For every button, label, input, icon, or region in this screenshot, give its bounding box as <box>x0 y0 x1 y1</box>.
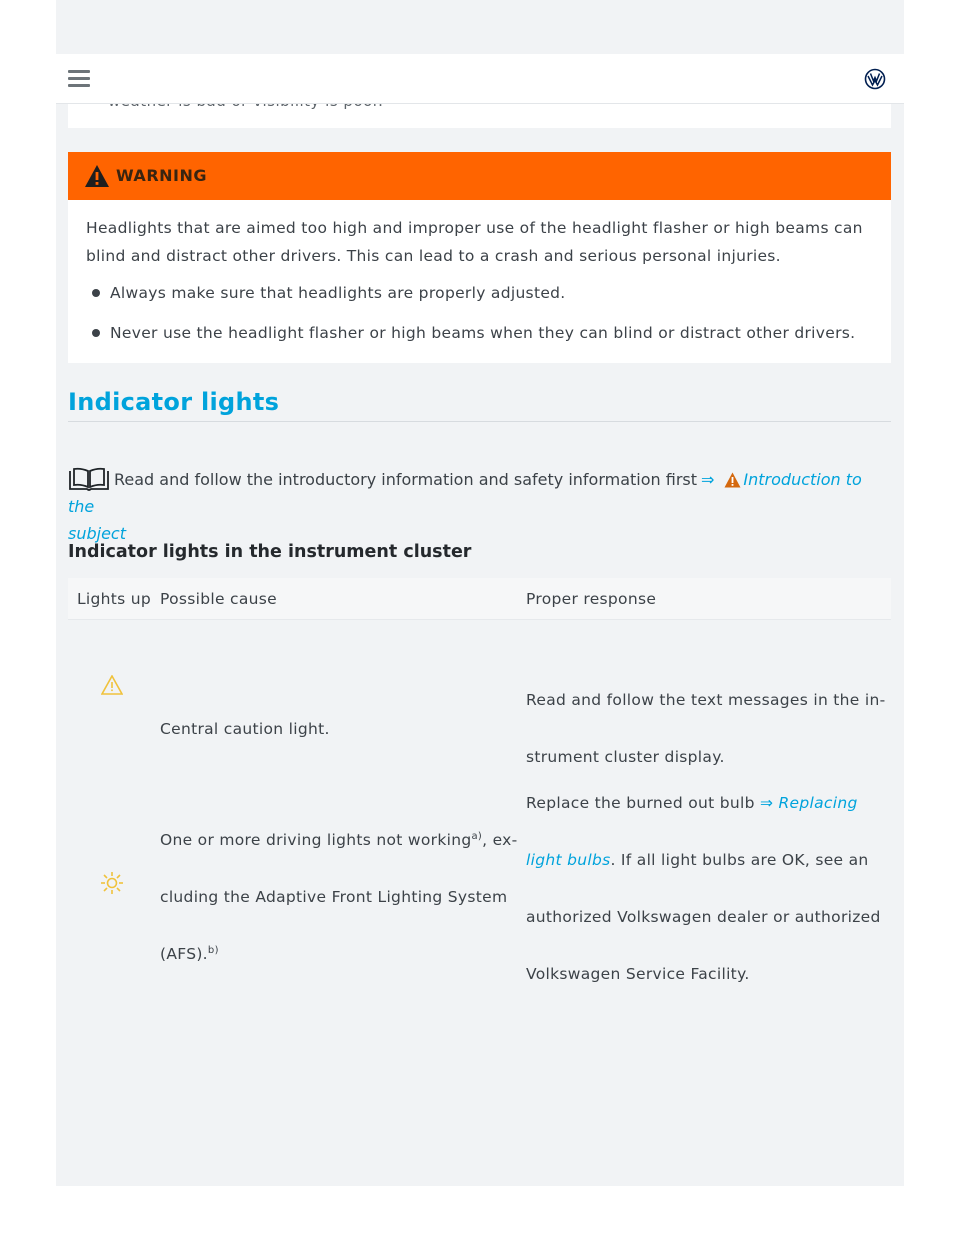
replacing-bulbs-link[interactable]: light bulbs <box>526 851 611 869</box>
central-caution-light-icon <box>101 675 123 695</box>
hamburger-menu-icon[interactable] <box>68 70 90 88</box>
column-header: Possible cause <box>160 590 277 608</box>
warning-bullet: Always make sure that headlights are properly adjusted. <box>90 283 880 303</box>
warning-text-line: blind and distract other drivers. This can lead to a crash and serious personal injuries. <box>86 247 781 265</box>
cause-line: One or more driving lights not working$^{a)}$, ex- <box>160 830 518 849</box>
response-line: Replace the burned out bulb ⇒ Replacing <box>526 794 858 812</box>
intro-text: Read and follow the introductory information and safety information first <box>114 470 698 489</box>
warning-title: WARNING <box>116 166 207 185</box>
table-header-row <box>68 578 891 620</box>
warning-box <box>68 152 891 363</box>
warning-bullet: Never use the headlight flasher or high beams when they can blind or distract other drivers. <box>90 323 880 343</box>
response-line: Volkswagen Service Facility. <box>526 965 750 983</box>
warning-triangle-icon <box>84 164 110 188</box>
response-line: light bulbs. If all light bulbs are OK, see an <box>526 851 869 869</box>
column-header: Lights up <box>77 590 152 608</box>
table-row <box>68 787 891 1017</box>
response-line: strument cluster display. <box>526 748 725 766</box>
section-title: Indicator lights <box>68 388 280 416</box>
response-cell <box>526 672 886 786</box>
cause-line: Central caution light. <box>160 720 330 738</box>
cause-line: cluding the Adaptive Front Lighting System <box>160 888 508 906</box>
book-icon <box>68 467 110 491</box>
intro-paragraph <box>68 466 891 547</box>
cause-line: (AFS).$^{b)}$ <box>160 944 219 963</box>
section-divider <box>68 421 891 422</box>
top-header <box>56 54 904 104</box>
volkswagen-logo-icon[interactable] <box>864 68 886 90</box>
warning-text-line: Headlights that are aimed too high and improper use of the headlight flasher or high beams can <box>86 219 863 237</box>
warning-small-icon <box>724 472 741 488</box>
warning-text <box>86 214 876 270</box>
intro-link[interactable]: Introduction to the subject <box>68 470 862 543</box>
response-line: Read and follow the text messages in the in- <box>526 691 886 709</box>
bulb-failure-light-icon <box>99 871 125 895</box>
intro-arrow: ⇒ <box>701 470 715 489</box>
cause-cell <box>160 812 518 983</box>
subsection-title: Indicator lights in the instrument cluster <box>68 542 472 562</box>
cause-cell <box>160 701 330 758</box>
response-cell <box>526 775 881 1003</box>
warning-header <box>68 152 891 200</box>
indicator-table <box>68 578 891 1017</box>
column-header: Proper response <box>526 590 657 608</box>
replacing-bulbs-link[interactable]: ⇒ Replacing <box>759 794 858 812</box>
warning-bullet-list <box>90 283 880 363</box>
table-row <box>68 620 891 787</box>
response-line: authorized Volkswagen dealer or authorized <box>526 908 881 926</box>
